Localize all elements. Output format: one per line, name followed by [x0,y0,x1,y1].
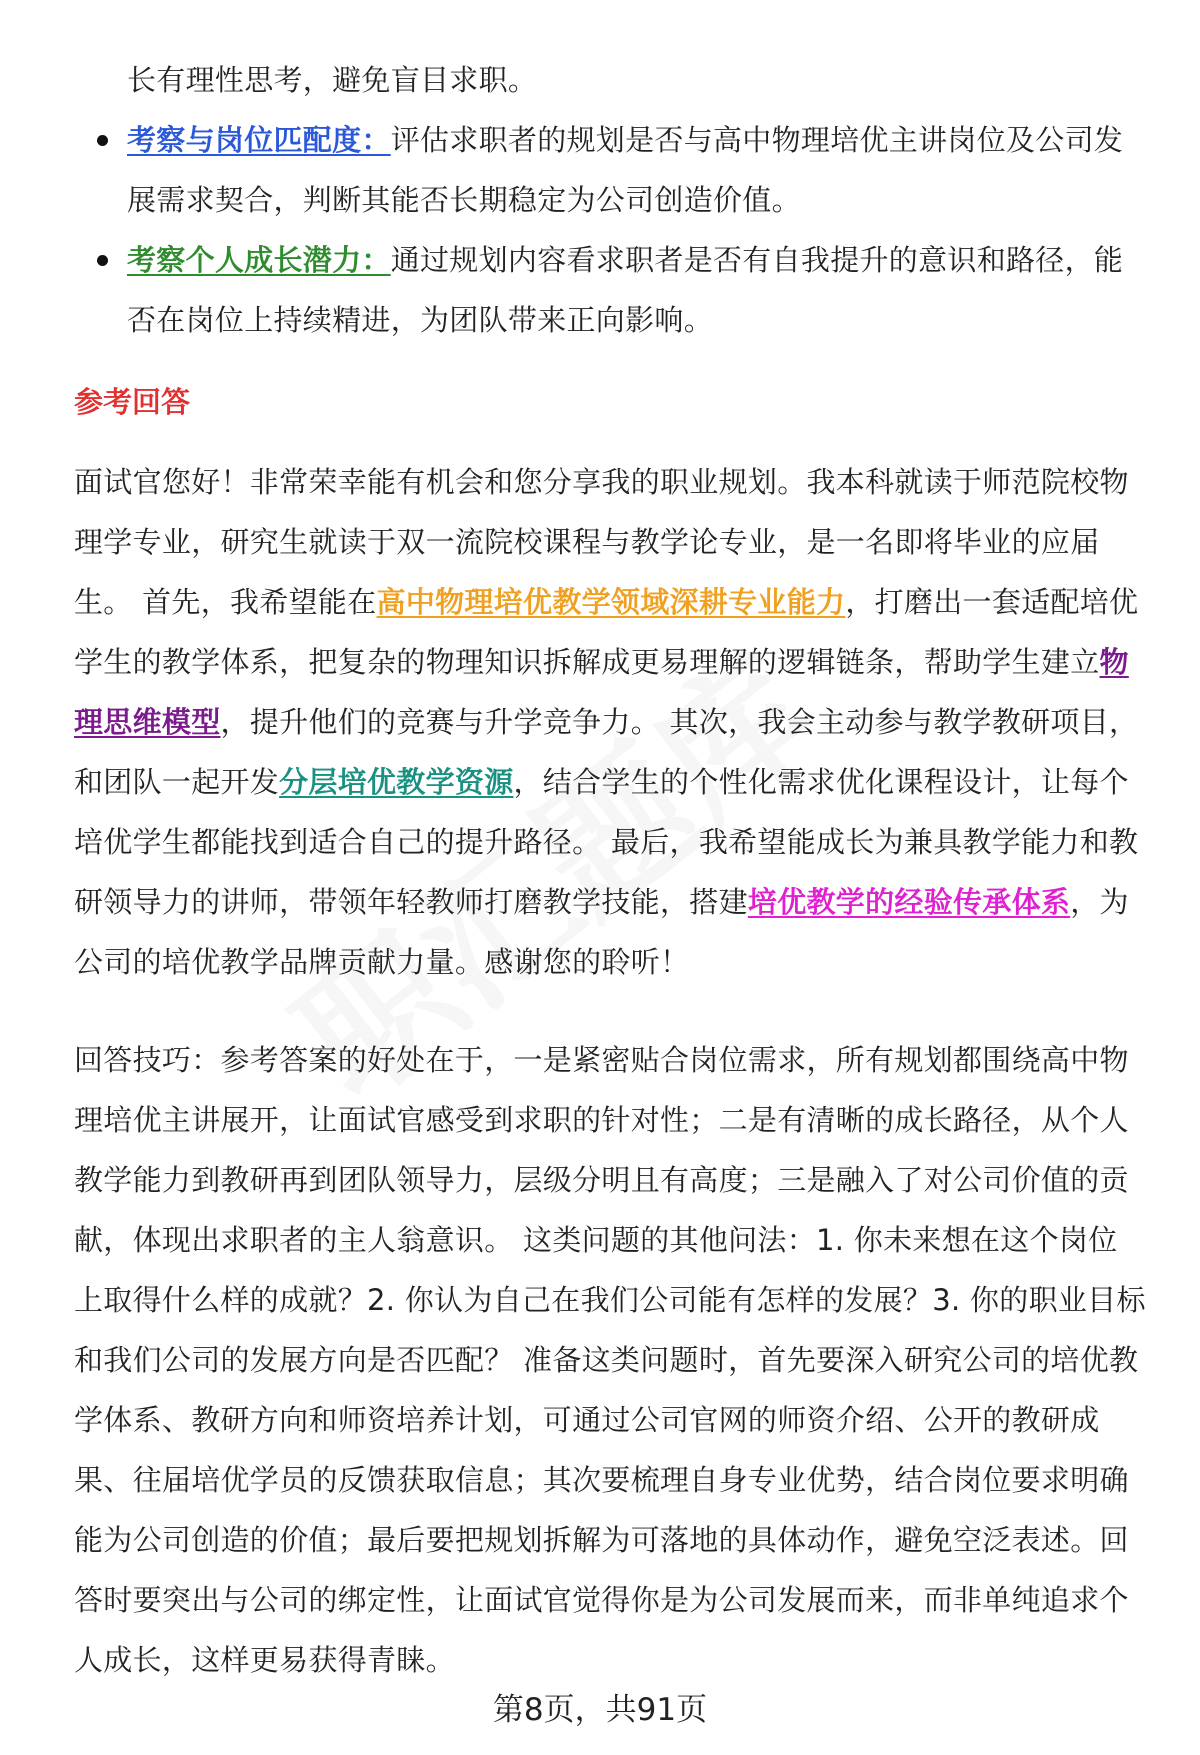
bullet-text: 评估求职者的规划是否与高中物理培优主讲岗位及公司发 [390,123,1124,157]
bullet-key: 考察与岗位匹配度： [127,123,391,157]
bullet-key: 考察个人成长潜力： [127,243,391,277]
tips-line: 人成长，这样更易获得青睐。 [74,1643,455,1677]
tips-line: 理培优主讲展开，让面试官感受到求职的针对性；二是有清晰的成长路径，从个人 [74,1103,1129,1137]
answer-line: 面试官您好！非常荣幸能有机会和您分享我的职业规划。我本科就读于师范院校物 [74,465,1129,499]
highlight-phrase: 理思维模型 [74,705,221,739]
answer-line: 理思维模型，提升他们的竞赛与升学竞争力。 其次，我会主动参与教学教研项目， [74,705,1139,739]
bullet-text: 通过规划内容看求职者是否有自我提升的意识和路径，能 [390,243,1124,277]
tips-line: 能为公司创造的价值；最后要把规划拆解为可落地的具体动作，避免空泛表述。回 [74,1523,1129,1557]
tips-line: 学体系、教研方向和师资培养计划，可通过公司官网的师资介绍、公开的教研成 [74,1403,1100,1437]
bullet-dot [97,255,108,266]
answer-line: 理学专业，研究生就读于双一流院校课程与教学论专业，是一名即将毕业的应届 [74,525,1100,559]
highlight-phrase: 培优教学的经验传承体系 [747,885,1071,919]
highlight-phrase: 物 [1099,645,1129,679]
tips-line: 果、往届培优学员的反馈获取信息；其次要梳理自身专业优势，结合岗位要求明确 [74,1463,1129,1497]
tips-line: 答时要突出与公司的绑定性，让面试官觉得你是为公司发展而来，而非单纯追求个 [74,1583,1129,1617]
answer-line: 研领导力的讲师，带领年轻教师打磨教学技能，搭建培优教学的经验传承体系，为 [74,885,1129,919]
bullet-item [127,120,1123,160]
answer-line: 培优学生都能找到适合自己的提升路径。 最后，我希望能成长为兼具教学能力和教 [74,825,1139,859]
answer-line: 和团队一起开发分层培优教学资源，结合学生的个性化需求优化课程设计，让每个 [74,765,1129,799]
bullet-text-continued: 否在岗位上持续精进，为团队带来正向影响。 [127,303,714,337]
tips-line: 献，体现出求职者的主人翁意识。 这类问题的其他问法：1. 你未来想在这个岗位 [74,1223,1118,1257]
highlight-phrase: 分层培优教学资源 [279,765,514,799]
bullet-dot [97,135,108,146]
answer-line: 学生的教学体系，把复杂的物理知识拆解成更易理解的逻辑链条，帮助学生建立物 [74,645,1129,679]
tips-line: 上取得什么样的成就？2. 你认为自己在我们公司能有怎样的发展？3. 你的职业目标 [74,1283,1146,1317]
highlight-phrase: 高中物理培优教学领域深耕专业能力 [376,585,846,619]
answer-line: 生。 首先，我希望能在高中物理培优教学领域深耕专业能力，打磨出一套适配培优 [74,585,1139,619]
section-title-reference: 参考回答 [74,385,191,419]
answer-line: 公司的培优教学品牌贡献力量。感谢您的聆听！ [74,945,690,979]
bullet-text-continued: 展需求契合，判断其能否长期稳定为公司创造价值。 [127,183,801,217]
page-number-footer: 第8页，共91页 [492,1692,708,1728]
tips-line: 教学能力到教研再到团队领导力，层级分明且有高度；三是融入了对公司价值的贡 [74,1163,1129,1197]
intro-line: 长有理性思考，避免盲目求职。 [127,63,538,97]
bullet-item [127,240,1123,280]
tips-line: 和我们公司的发展方向是否匹配？ 准备这类问题时，首先要深入研究公司的培优教 [74,1343,1139,1377]
tips-line: 回答技巧：参考答案的好处在于，一是紧密贴合岗位需求，所有规划都围绕高中物 [74,1043,1129,1077]
